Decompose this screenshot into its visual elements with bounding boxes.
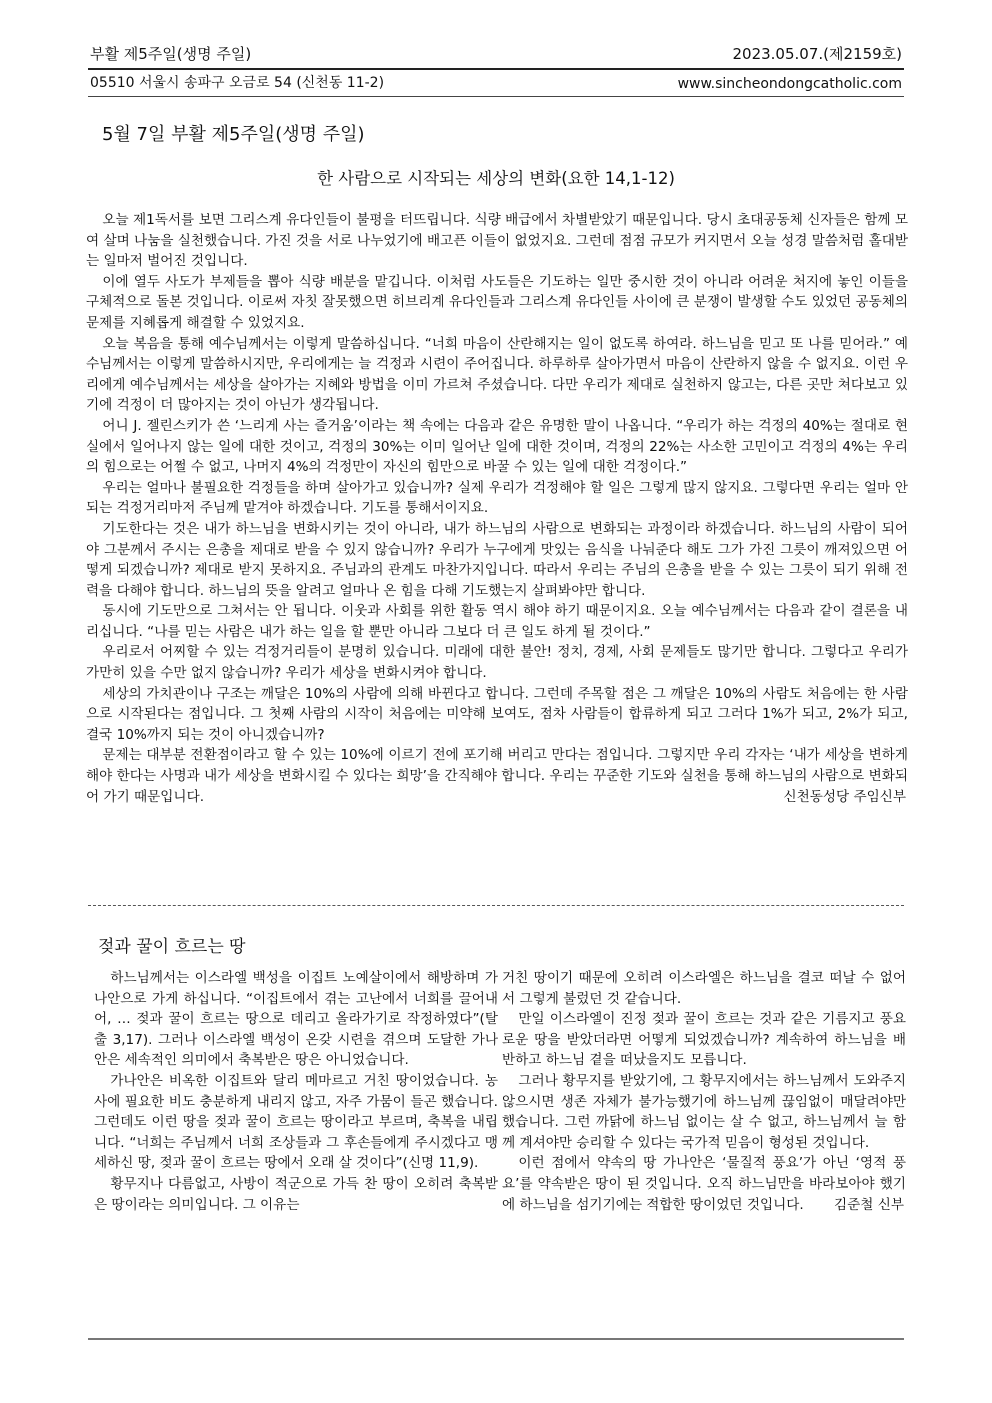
homily-paragraph-last <box>86 745 908 807</box>
section2-paragraph: 그러나 황무지를 받았기에, 그 황무지에서는 하느님께서 도와주지 않으시면 생존 자체가 불가능했기에 하느님께 끊임없이 매달려야만 했습니다. 그런 까닭에 하느님 없이는 살 수 없고, 하느님께서 늘 함께 계셔야만 승리할 수 있다는 국가적 믿음이 형성된 것입니다. <box>502 1072 906 1151</box>
issue-date: 2023.05.07.(제2159호) <box>732 45 902 63</box>
homily-paragraph: 오늘 제1독서를 보면 그리스계 유다인들이 불평을 터뜨립니다. 식량 배급에서 차별받았기 때문입니다. 당시 초대공동체 신자들은 함께 모여 살며 나눔을 실천했습니다. 가진 것을 서로 나누었기에 배고픈 이들이 없었지요. 그런데 점점 규모가 커지면서 오늘 성경 말씀처럼 홀대받는 일마저 벌어진 것입니다. <box>86 212 908 270</box>
homily-paragraph-text: 문제는 대부분 전환점이라고 할 수 있는 10%에 이르기 전에 포기해 버리고 만다는 점입니다. 그렇지만 우리 각자는 ‘내가 세상을 변하게 해야 한다는 사명과 내가 세상을 변화시킬 수 있다는 희망’을 간직해야 합니다. 우리는 꾸준한 기도와 실천을 통해 하느님의 사람으로 변화되어 가기 때문입니다. <box>86 747 908 805</box>
section2-continuation: 거친 땅이기 때문에 오히려 이스라엘은 하느님을 결코 떠날 수 없어서 그렇게 불렀던 것 같습니다. <box>502 970 906 1007</box>
section2-paragraph-last <box>502 1153 906 1215</box>
homily-paragraph: 우리는 얼마나 불필요한 걱정들을 하며 살아가고 있습니까? 실제 우리가 걱정해야 할 일은 그렇게 많지 않지요. 그렇다면 우리는 얼마 안 되는 걱정거리마저 주님께 맡겨야 하겠습니다. 기도를 통해서이지요. <box>86 479 908 517</box>
homily-paragraph: 오늘 복음을 통해 예수님께서는 이렇게 말씀하십니다. “너희 마음이 산란해지는 일이 없도록 하여라. 하느님을 믿고 또 나를 믿어라.” 예수님께서는 이렇게 말씀하시지만, 우리에게는 늘 걱정과 시련이 주어집니다. 하루하루 살아가면서 마음이 산란하지 않을 수 없지요. 이런 우리에게 예수님께서는 세상을 살아가는 지혜와 방법을 이미 가르쳐 주셨습니다. 다만 우리가 제대로 실천하지 않고는, 다른 곳만 쳐다보고 있기에 걱정이 더 많아지는 것이 아닌가 생각됩니다. <box>86 335 908 414</box>
section2-title: 젖과 꿀이 흐르는 땅 <box>98 937 246 957</box>
homily-paragraph: 우리로서 어찌할 수 있는 걱정거리들이 분명히 있습니다. 미래에 대한 불안! 정치, 경제, 사회 문제들도 많기만 합니다. 그렇다고 우리가 가만히 있을 수만 없지 않습니까? 우리가 세상을 변화시켜야 합니다. <box>86 644 908 682</box>
homily-paragraph: 동시에 기도만으로 그쳐서는 안 됩니다. 이웃과 사회를 위한 활동 역시 해야 하기 때문이지요. 오늘 예수님께서는 다음과 같이 결론을 내리십니다. “나를 믿는 사람은 내가 하는 일을 할 뿐만 아니라 그보다 더 큰 일도 하게 될 것이다.” <box>86 603 908 640</box>
section2-signature: 김준철 신부 <box>834 1196 904 1213</box>
section2-paragraph: 하느님께서는 이스라엘 백성을 이집트 노예살이에서 해방하며 가나안으로 가게 하십니다. “이집트에서 겪는 고난에서 너희를 끌어내어, … 젖과 꿀이 흐르는 땅으로 데리고 올라가기로 작정하였다”(탈출 3,17). 그러나 이스라엘 백성이 온갖 시련을 겪으며 도달한 가나안은 세속적인 의미에서 축복받은 땅은 아니었습니다. <box>94 970 498 1069</box>
church-address: 05510 서울시 송파구 오금로 54 (신천동 11-2) <box>90 75 385 91</box>
section2-paragraph: 황무지나 다름없고, 사방이 적군으로 가득 찬 땅이 오히려 축복받은 땅이라는 의미입니다. 그 이유는 <box>94 1175 498 1213</box>
issue-title: 부활 제5주일(생명 주일) <box>90 45 252 63</box>
section-divider <box>88 905 904 906</box>
section2-paragraph-text: 이런 점에서 약속의 땅 가나안은 ‘물질적 풍요’가 아닌 ‘영적 풍요’를 약속받은 땅이 된 것입니다. 오직 하느님만을 바라보아야 했기에 하느님을 섬기기에는 적합한 땅이었던 것입니다. <box>502 1155 906 1213</box>
section2-left-column <box>94 968 498 1215</box>
footer-rule <box>88 1338 904 1340</box>
homily-paragraph: 이에 열두 사도가 부제들을 뽑아 식량 배분을 맡깁니다. 이처럼 사도들은 기도하는 일만 중시한 것이 아니라 어려운 처지에 놓인 이들을 구체적으로 돌본 것입니다. 이로써 자칫 잘못했으면 히브리계 유다인들과 그리스계 유다인들 사이에 큰 분쟁이 발생할 수도 있었던 공동체의 문제를 지혜롭게 해결할 수 있었지요. <box>86 273 908 331</box>
masthead <box>88 42 904 70</box>
homily-paragraph: 세상의 가치관이나 구조는 깨달은 10%의 사람에 의해 바뀐다고 합니다. 그런데 주목할 점은 그 깨달은 10%의 사람도 처음에는 한 사람으로 시작된다는 점입니다. 그 첫째 사람의 시작이 처음에는 미약해 보여도, 점차 사람들이 합류하게 되고 그러다 1%가 되고, 2%가 되고, 결국 10%까지 되는 것이 아니겠습니까? <box>86 685 908 743</box>
address-bar <box>88 72 904 97</box>
homily-signature: 신천동성당 주임신부 <box>783 788 906 805</box>
homily-subtitle: 한 사람으로 시작되는 세상의 변화(요한 14,1-12) <box>317 169 675 188</box>
website-link[interactable]: www.sincheondongcatholic.com <box>677 76 902 92</box>
section2-paragraph: 가나안은 비옥한 이집트와 달리 메마르고 거친 땅이었습니다. 농사에 필요한 비도 충분하게 내리지 않고, 자주 가뭄이 들곤 했습니다. 그런데도 이런 땅을 젖과 꿀이 흐르는 땅이라고 부르며, 축복을 내립니다. “너희는 주님께서 너희 조상들과 그 후손들에게 주시겠다고 맹세하신 땅, 젖과 꿀이 흐르는 땅에서 오래 살 것이다”(신명 11,9). <box>94 1072 498 1172</box>
homily-paragraph: 어니 J. 젤린스키가 쓴 ‘느리게 사는 즐거움’이라는 책 속에는 다음과 같은 유명한 말이 나옵니다. “우리가 하는 걱정의 40%는 절대로 현실에서 일어나지 않는 일에 대한 것이고, 걱정의 30%는 이미 일어난 일에 대한 것이며, 걱정의 22%는 사소한 고민이고 걱정의 4%는 우리의 힘으로는 어쩔 수 없고, 나머지 4%의 걱정만이 자신의 힘만으로 바꿀 수 있는 일에 대한 걱정이다.” <box>86 417 908 476</box>
section2-paragraph: 만일 이스라엘이 진정 젖과 꿀이 흐르는 것과 같은 기름지고 풍요로운 땅을 받았더라면 어떻게 되었겠습니까? 계속하여 하느님을 배반하고 하느님 곁을 떠났을지도 모릅니다. <box>502 1011 906 1069</box>
homily-paragraph: 기도한다는 것은 내가 하느님을 변화시키는 것이 아니라, 내가 하느님의 사람으로 변화되는 과정이라 하겠습니다. 하느님의 사람이 되어야 그분께서 주시는 은총을 제대로 받을 수 있지 않습니까? 우리가 누구에게 맛있는 음식을 나눠준다 해도 그가 가진 그릇이 깨져있으면 어떻게 되겠습니까? 제대로 받지 못하지요. 주님과의 관계도 마찬가지입니다. 따라서 우리는 주님의 은총을 받을 수 있는 그릇이 되기 위해 전력을 다해야 합니다. 하느님의 뜻을 알려고 얼마나 온 힘을 다해 기도했는지 살펴봐야만 합니다. <box>86 520 908 599</box>
section2-right-column <box>502 968 906 1215</box>
homily-body <box>86 210 908 807</box>
homily-title: 5월 7일 부활 제5주일(생명 주일) <box>102 124 365 145</box>
